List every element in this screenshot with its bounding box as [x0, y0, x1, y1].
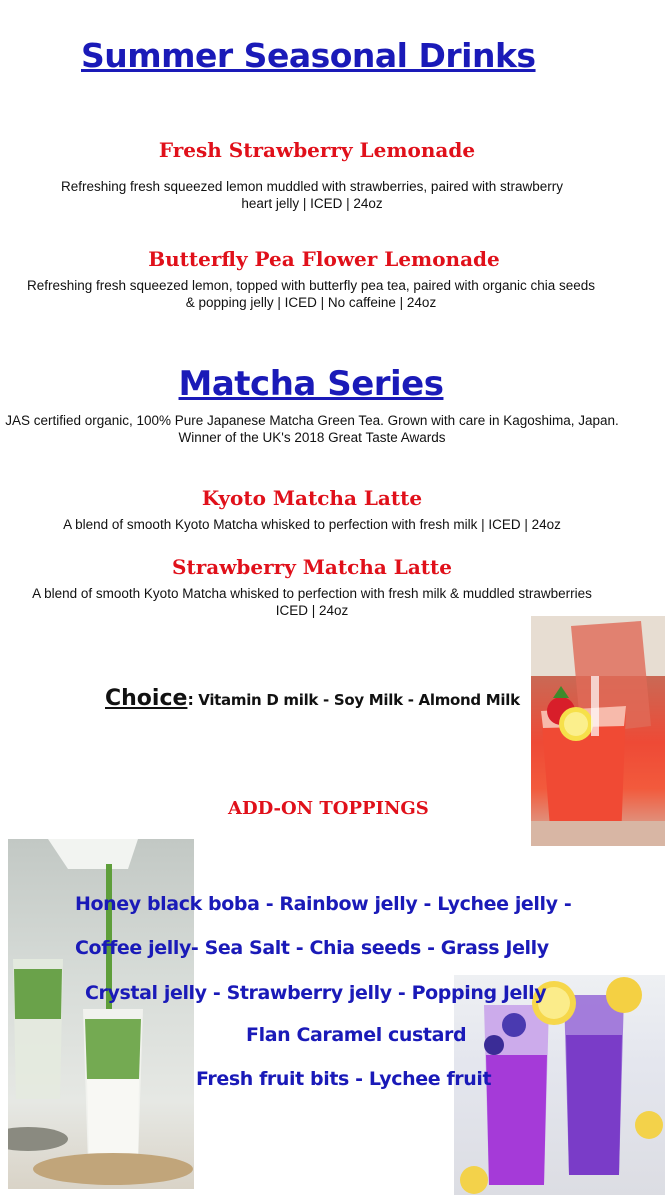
topping-line: Honey black boba - Rainbow jelly - Lychee jelly - [75, 893, 572, 915]
drink-name-kyoto-matcha-latte: Kyoto Matcha Latte [201, 486, 423, 510]
section-title-matcha-series: Matcha Series [178, 364, 444, 404]
topping-line: Flan Caramel custard [246, 1024, 467, 1046]
drink-name-butterfly-pea-lemonade: Butterfly Pea Flower Lemonade [148, 247, 500, 271]
choice-options: Vitamin D milk - Soy Milk - Almond Milk [198, 691, 520, 709]
strawberry-lemonade-photo [531, 616, 665, 846]
matcha-latte-photo [8, 839, 194, 1189]
drink-desc-strawberry-lemonade: Refreshing fresh squeezed lemon muddled with strawberries, paired with strawberry heart jelly | ICED | 24oz [61, 179, 563, 211]
drink-desc-strawberry-matcha-latte: A blend of smooth Kyoto Matcha whisked to perfection with fresh milk & muddled strawberries ICED | 24oz [32, 586, 592, 618]
drink-desc-butterfly-pea-lemonade: Refreshing fresh squeezed lemon, topped with butterfly pea tea, paired with organic chia seeds & popping jelly | ICED | No caffeine | 24oz [26, 278, 596, 310]
drink-desc-kyoto-matcha-latte: A blend of smooth Kyoto Matcha whisked to perfection with fresh milk | ICED | 24oz [63, 517, 561, 532]
milk-choice-row [105, 686, 520, 711]
addon-toppings-title: ADD-ON TOPPINGS [228, 798, 429, 819]
drink-name-strawberry-lemonade: Fresh Strawberry Lemonade [158, 138, 476, 162]
topping-line: Fresh fruit bits - Lychee fruit [196, 1068, 492, 1090]
page-title: Summer Seasonal Drinks [81, 36, 536, 75]
matcha-series-desc: JAS certified organic, 100% Pure Japanese Matcha Green Tea. Grown with care in Kagoshima, Japan. Winner of the UK's 2018 Great Taste Awards [5, 413, 619, 445]
drink-name-strawberry-matcha-latte: Strawberry Matcha Latte [172, 555, 452, 579]
topping-line: Coffee jelly- Sea Salt - Chia seeds - Grass Jelly [75, 937, 549, 959]
choice-colon: : [187, 690, 194, 709]
choice-label: Choice [105, 686, 188, 711]
topping-line: Crystal jelly - Strawberry jelly - Popping Jelly [85, 982, 547, 1004]
